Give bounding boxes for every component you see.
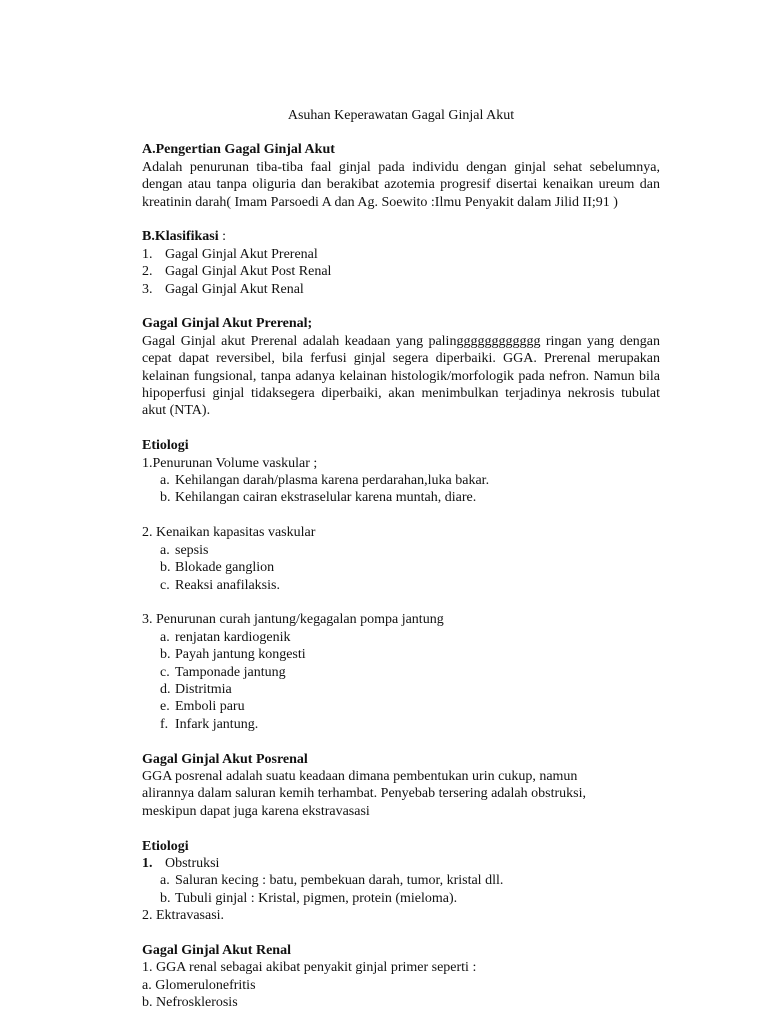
list-number: 2.	[142, 264, 153, 280]
document-title: Asuhan Keperawatan Gagal Ginjal Akut	[287, 108, 515, 123]
posrenal-line: alirannya dalam saluran kemih terhambat. Penyebab tersering adalah obstruksi,	[142, 786, 586, 802]
list-item: b. Blokade ganglion	[160, 560, 275, 576]
list-item: a. renjatan kardiogenik	[160, 629, 291, 645]
posrenal-line: meskipun dapat juga karena ekstravasasi	[142, 803, 370, 819]
section-b-heading-line	[142, 228, 660, 245]
prerenal-body: Gagal Ginjal akut Prerenal adalah keadaan yang palingggggggggggg ringan yang dengan cepat dapat reversibel, bila ferfusi ginjal segera diperbaiki. GGA. Prerenal merupakan kelainan fungsional, tanpa adanya kelainan histologik/morfologik pada nefron. Namun bila hipoperfusi ginjal tidaksegera diperbaiki, akan menimbulkan terjadinya nekrosis tubulat akut (NTA).	[142, 333, 660, 419]
list-text: Gagal Ginjal Akut Post Renal	[165, 264, 332, 280]
section-a-heading: A.Pengertian Gagal Ginjal Akut	[142, 142, 335, 158]
section-a-body: Adalah penurunan tiba-tiba faal ginjal pada individu dengan ginjal sehat sebelumnya, dengan atau tanpa oliguria dan berakibat azotemia progresif disertai kenaikan ureum dan kreatinin darah( Imam Parsoedi A dan Ag. Soewito :Ilmu Penyakit dalam Jilid II;91 )	[142, 159, 660, 210]
list-item: c. Tamponade jantung	[160, 664, 286, 680]
etiologi-group-title: 3. Penurunan curah jantung/kegagalan pompa jantung	[142, 612, 444, 628]
renal-heading: Gagal Ginjal Akut Renal	[142, 942, 291, 958]
list-item: b. Kehilangan cairan ekstraselular karena muntah, diare.	[160, 490, 477, 506]
etiologi-group-title: 2. Kenaikan kapasitas vaskular	[142, 525, 316, 541]
renal-line: b. Nefrosklerosis	[142, 995, 238, 1011]
posrenal-heading: Gagal Ginjal Akut Posrenal	[142, 751, 308, 767]
list-number: 3.	[142, 281, 153, 297]
section-b-heading-suffix: :	[218, 229, 227, 245]
list-item: b. Payah jantung kongesti	[160, 647, 306, 663]
section-b-heading: B.Klasifikasi	[142, 229, 219, 245]
etiologi-group-title: 1.Penurunan Volume vaskular ;	[142, 455, 318, 471]
etiologi-heading: Etiologi	[142, 838, 189, 854]
list-text: Obstruksi	[165, 855, 220, 871]
list-item: a. sepsis	[160, 542, 209, 558]
etiologi-heading: Etiologi	[142, 438, 189, 454]
list-item: a. Kehilangan darah/plasma karena perdarahan,luka bakar.	[160, 473, 490, 489]
list-item: f. Infark jantung.	[160, 716, 259, 732]
renal-line: a. Glomerulonefritis	[142, 977, 256, 993]
list-item	[142, 263, 660, 280]
list-text: Gagal Ginjal Akut Renal	[165, 281, 304, 297]
list-item	[142, 281, 660, 298]
renal-line: 1. GGA renal sebagai akibat penyakit ginjal primer seperti :	[142, 960, 477, 976]
list-number: 1.	[142, 855, 153, 871]
list-item: e. Emboli paru	[160, 699, 245, 715]
list-text: Gagal Ginjal Akut Prerenal	[165, 246, 318, 262]
list-item	[142, 855, 660, 872]
list-item: b. Tubuli ginjal : Kristal, pigmen, protein (mieloma).	[160, 890, 458, 906]
list-item: c. Reaksi anafilaksis.	[160, 577, 280, 593]
posrenal-line: GGA posrenal adalah suatu keadaan dimana pembentukan urin cukup, namun	[142, 768, 578, 784]
list-item	[142, 246, 660, 263]
list-item: a. Saluran kecing : batu, pembekuan darah, tumor, kristal dll.	[160, 873, 504, 889]
prerenal-heading: Gagal Ginjal Akut Prerenal;	[142, 316, 313, 332]
list-number: 1.	[142, 246, 153, 262]
list-item: d. Distritmia	[160, 681, 232, 697]
document-content	[142, 107, 660, 1012]
list-item: 2. Ektravasasi.	[142, 908, 225, 924]
